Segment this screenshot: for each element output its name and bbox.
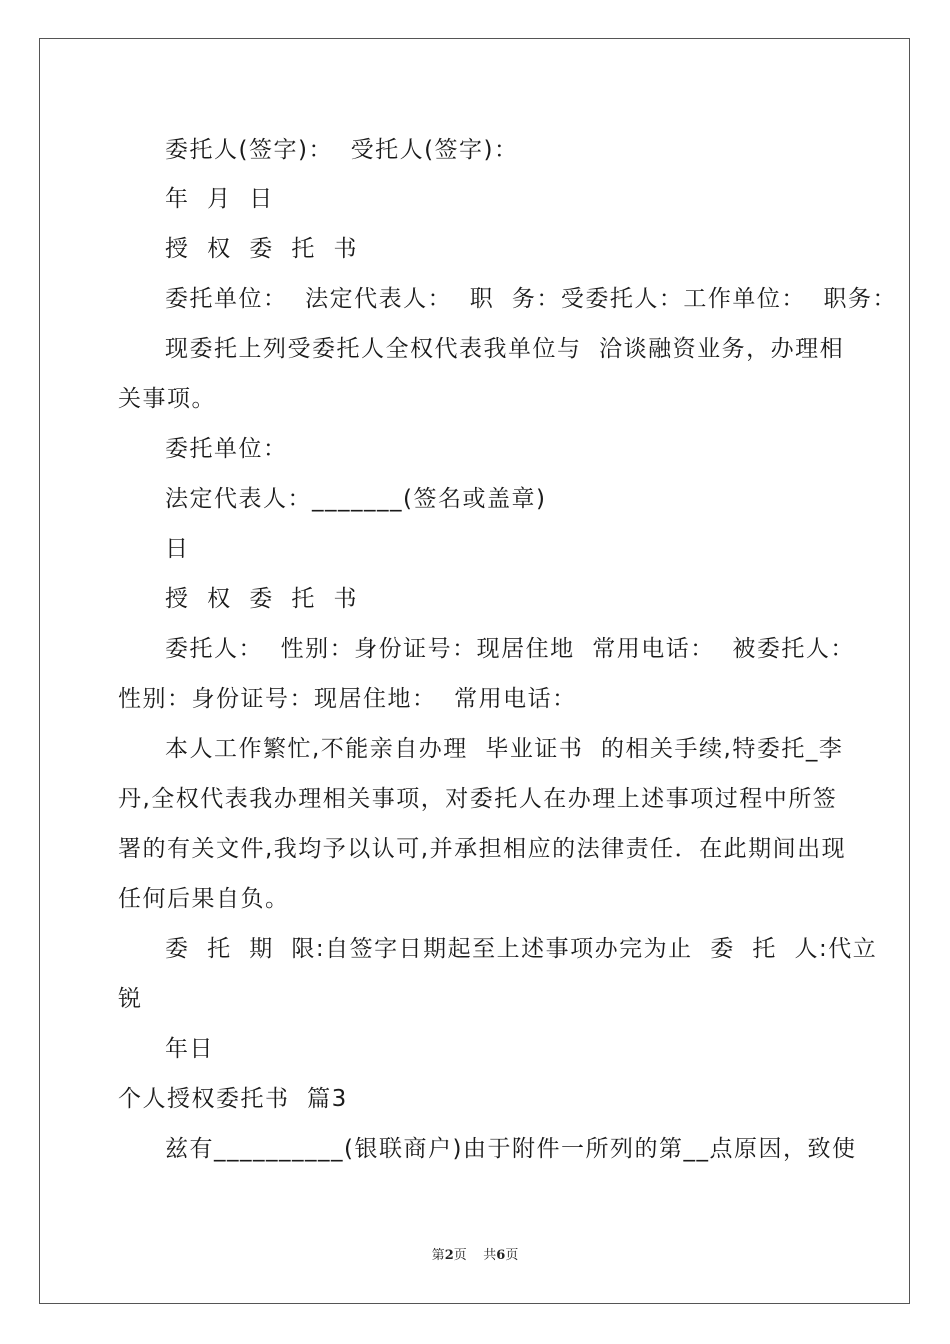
text-line: 性别：身份证号：现居住地： 常用电话： xyxy=(118,686,577,712)
footer-prefix: 第 xyxy=(431,1248,445,1263)
footer-mid: 页 共 xyxy=(453,1248,497,1263)
text-line: 关事项。 xyxy=(118,386,216,412)
text-line: 丹,全权代表我办理相关事项，对委托人在办理上述事项过程中所签 xyxy=(118,786,838,812)
text-line: 委托人： 性别：身份证号：现居住地 常用电话： 被委托人： xyxy=(165,636,855,662)
current-page-number: 2 xyxy=(444,1248,454,1263)
date-line: 年日 xyxy=(165,1036,214,1062)
page-footer xyxy=(0,1248,950,1264)
page-border xyxy=(39,38,910,1304)
section-title: 授 权 委 托 书 xyxy=(165,586,358,612)
text-line: 委托单位： 法定代表人： 职 务：受委托人：工作单位： 职务： xyxy=(165,286,897,312)
text-line: 兹有__________(银联商户)由于附件一所列的第__点原因，致使 xyxy=(165,1136,857,1162)
section-heading: 个人授权委托书 篇3 xyxy=(118,1086,348,1112)
text-line: 本人工作繁忙,不能亲自办理 毕业证书 的相关手续,特委托_李 xyxy=(165,736,844,762)
text-line: 任何后果自负。 xyxy=(118,886,290,912)
date-line: 日 xyxy=(165,536,190,562)
section-title: 授 权 委 托 书 xyxy=(165,236,358,262)
signature-line: 委托人(签字)： 受托人(签字)： xyxy=(165,137,519,163)
total-page-count: 6 xyxy=(496,1248,506,1263)
text-line: 法定代表人：_______(签名或盖章) xyxy=(165,486,547,512)
text-line: 现委托上列受委托人全权代表我单位与 洽谈融资业务，办理相 xyxy=(165,336,845,362)
text-line: 署的有关文件,我均予以认可,并承担相应的法律责任．在此期间出现 xyxy=(118,836,847,862)
footer-suffix: 页 xyxy=(505,1248,519,1263)
text-line: 锐 xyxy=(118,986,143,1012)
text-line: 委托单位： xyxy=(165,436,288,462)
text-line: 委 托 期 限:自签字日期起至上述事项办完为止 委 托 人:代立 xyxy=(165,936,878,962)
date-line: 年 月 日 xyxy=(165,186,274,212)
